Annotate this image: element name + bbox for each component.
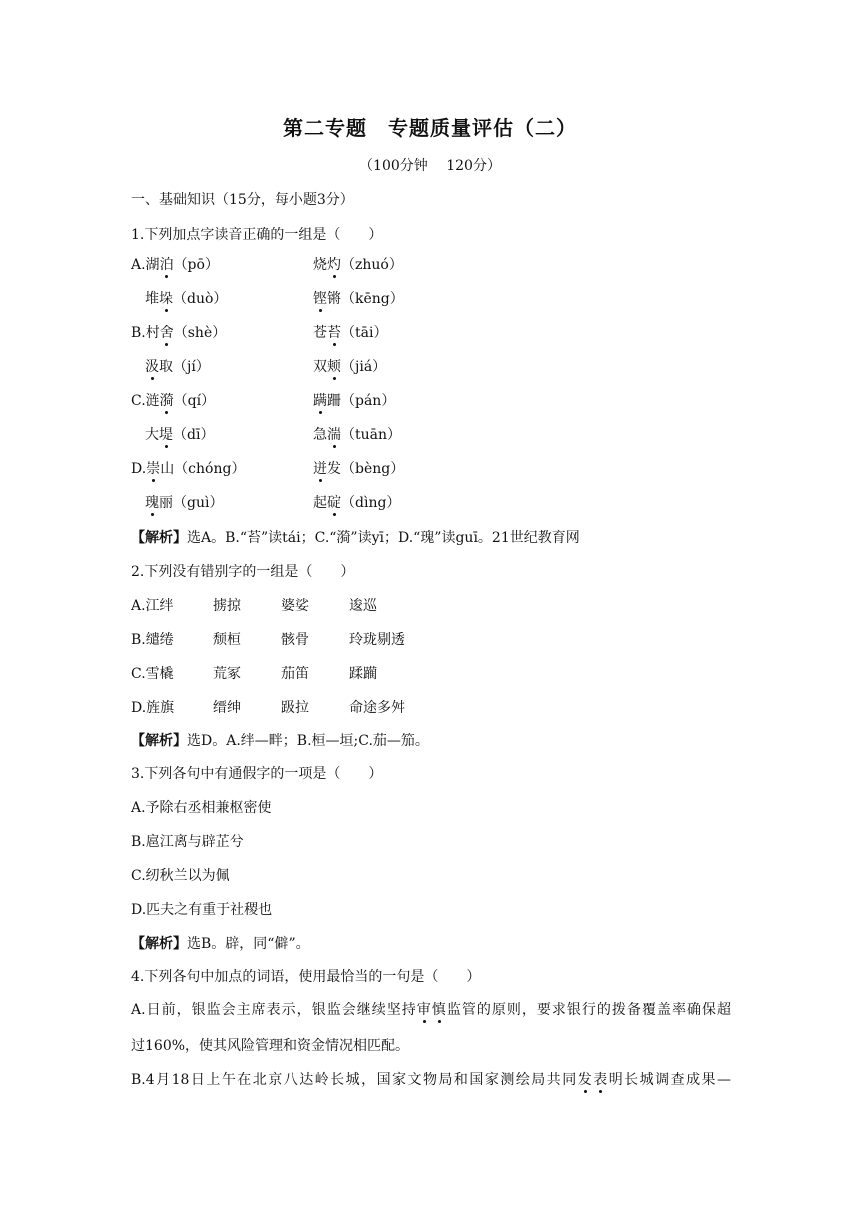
text-segment: B.4月18日上午在北京八达岭长城，国家文物局和国家测绘局共同 [131,1072,578,1088]
dotted-character: 舍 [159,325,174,341]
question-1-option-right [313,357,386,377]
analysis-text: 选A。B.“苔”读tái；C.“漪”读yī；D.“瑰”读guī。21世纪教育网 [187,530,580,546]
dotted-character: 慎 [431,1002,447,1018]
question-3-option-d: D.匹夫之有重于社稷也 [131,902,273,918]
question-1-option-right [313,323,387,343]
dotted-character: 蹒 [313,393,327,409]
question-1-option-left [131,323,226,343]
text-segment: 堆 [145,291,159,307]
question-3-option-c: C.纫秋兰以为佩 [131,868,230,884]
text-segment: 丽（guì） [159,495,224,511]
question-1-option-right [313,289,404,309]
text-segment: C.涟 [131,393,160,409]
dotted-character: 漪 [159,393,174,409]
analysis-text: 选D。A.绊—畔；B.桓—垣;C.茄—笳。 [187,733,429,749]
question-1-option-right [313,255,403,275]
page-title: 第二专题 专题质量评估（二） [283,116,577,140]
text-segment: 双 [313,359,327,375]
question-4-stem: 4.下列各句中加点的词语，使用最恰当的一句是（ ） [131,969,481,985]
question-2-word: 逡巡 [349,598,377,614]
dotted-character: 瑰 [145,495,159,511]
dotted-word [417,1002,447,1018]
text-segment: 烧 [313,257,327,273]
question-2-option-label: D.旌旗 [131,700,175,716]
analysis-label: 【解析】 [131,936,187,952]
text-segment: B.村 [131,325,160,341]
question-2-word: 骸骨 [281,632,309,648]
question-2-word: 茄笛 [281,666,309,682]
question-2-option-label: B.缱绻 [131,632,174,648]
dotted-character: 汲 [145,359,159,375]
question-2-analysis [131,731,429,751]
text-segment: A.日前，银监会主席表示，银监会继续坚持 [131,1002,417,1018]
question-3-stem: 3.下列各句中有通假字的一项是（ ） [131,766,383,782]
question-4-option-a-line1 [131,1000,731,1020]
dotted-character: 苔 [327,325,341,341]
text-segment: （qí） [173,393,216,409]
question-1-analysis [131,528,580,548]
text-segment: D. [131,461,147,477]
dotted-character: 颊 [327,359,341,375]
text-segment: 跚（pán） [327,393,396,409]
dotted-character: 表 [593,1072,609,1088]
question-1-option-left [145,289,227,309]
question-3-option-b: B.扈江离与辟芷兮 [131,834,244,850]
question-2-word: 缙绅 [213,700,241,716]
text-segment: （dìng） [341,495,401,511]
dotted-character: 迸 [313,461,327,477]
dotted-character: 碇 [327,495,341,511]
text-segment: （dī） [173,427,215,443]
text-segment: 锵（kēng） [327,291,404,307]
analysis-text: 选B。辟，同“僻”。 [187,936,310,952]
question-2-word: 命途多舛 [349,700,405,716]
question-1-option-left [145,357,210,377]
question-1-option-right [313,391,395,411]
text-segment: （tāi） [341,325,388,341]
text-segment: （jiá） [341,359,387,375]
question-2-word: 蹂躏 [349,666,377,682]
dotted-character: 泊 [159,257,174,273]
text-segment: （zhuó） [341,257,403,273]
dotted-character: 崇 [146,461,161,477]
question-2-option-label: C.雪橇 [131,666,174,682]
question-3-analysis [131,934,310,954]
question-2-word: 趿拉 [281,700,309,716]
text-segment: （shè） [173,325,227,341]
question-1-option-left [145,425,214,445]
question-2-stem: 2.下列没有错别字的一组是（ ） [131,564,355,580]
text-segment: 苍 [313,325,327,341]
text-segment: 监管的原则，要求银行的拨备覆盖率确保超 [446,1002,732,1018]
question-2-word: 掳掠 [213,598,241,614]
question-1-option-left [131,391,215,411]
dotted-character: 湍 [327,427,341,443]
question-2-word: 婆娑 [281,598,309,614]
question-4-option-a-line2: 过160%，使其风险管理和资金情况相匹配。 [131,1038,410,1054]
dotted-word [578,1072,609,1088]
question-4-option-b-line1 [131,1070,731,1090]
text-segment: 起 [313,495,327,511]
text-segment: 取（jí） [159,359,210,375]
text-segment: A.湖 [131,257,160,273]
dotted-character: 垛 [159,291,173,307]
text-segment: 发（bèng） [327,461,405,477]
text-segment: 明长城调查成果— [608,1072,732,1088]
text-segment: 大 [145,427,159,443]
question-2-word: 玲珑剔透 [349,632,405,648]
analysis-label: 【解析】 [131,733,187,749]
dotted-character: 堤 [159,427,173,443]
question-2-option-label: A.江绊 [131,598,174,614]
question-1-option-right [313,493,400,513]
question-2-word: 颓桓 [213,632,241,648]
dotted-character: 审 [416,1002,432,1018]
text-segment: （pō） [173,257,219,273]
text-segment: 山（chóng） [160,461,246,477]
analysis-label: 【解析】 [131,530,187,546]
question-1-option-left [131,459,245,479]
dotted-character: 灼 [327,257,341,273]
question-1-stem: 1.下列加点字读音正确的一组是（ ） [131,227,383,243]
dotted-character: 铿 [313,291,327,307]
text-segment: 急 [313,427,327,443]
question-1-option-right [313,459,404,479]
text-segment: （duò） [173,291,228,307]
page-subtitle: （100分钟 120分） [359,158,501,174]
section-heading: 一、基础知识（15分，每小题3分） [131,192,354,208]
text-segment: （tuān） [341,427,402,443]
dotted-character: 发 [577,1072,594,1088]
question-3-option-a: A.予除右丞相兼枢密使 [131,800,272,816]
question-1-option-right [313,425,401,445]
question-1-option-left [131,255,219,275]
question-2-word: 荒冢 [213,666,241,682]
question-1-option-left [145,493,223,513]
